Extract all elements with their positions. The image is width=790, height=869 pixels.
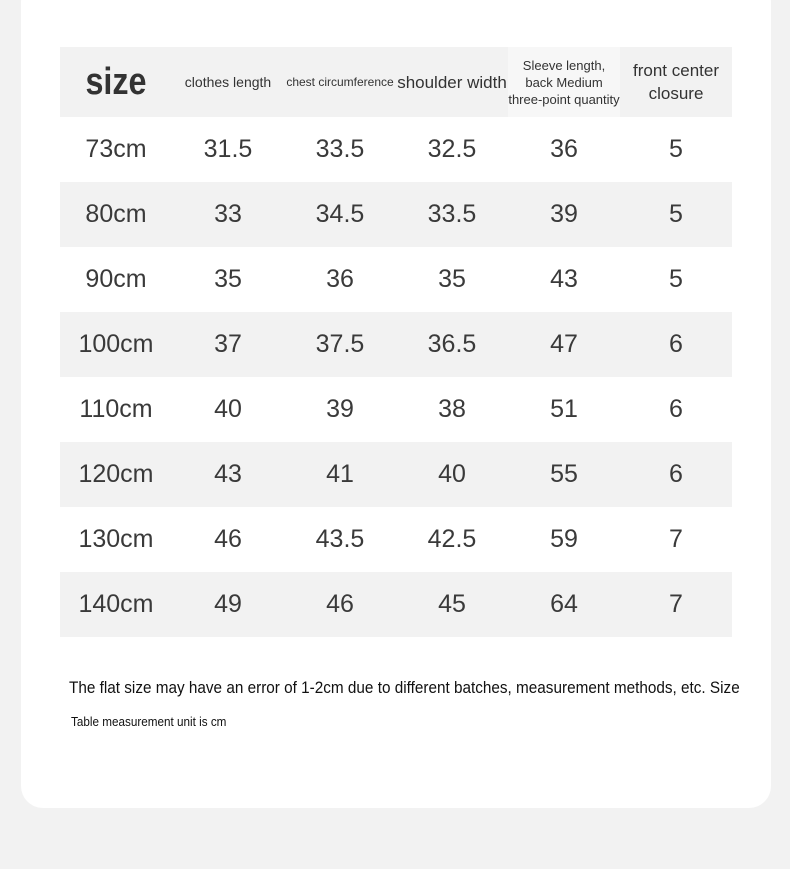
cell-chest: 39 <box>326 395 354 423</box>
table-header-row <box>60 47 732 117</box>
table-row <box>60 312 732 377</box>
cell-size: 80cm <box>85 200 147 228</box>
cell-sleeve: 55 <box>550 460 578 488</box>
cell-chest: 43.5 <box>315 525 365 553</box>
cell-clothes-length: 40 <box>214 395 242 423</box>
cell-sleeve: 39 <box>550 200 578 228</box>
table-row <box>60 442 732 507</box>
cell-chest: 34.5 <box>315 200 365 228</box>
cell-shoulder: 35 <box>438 265 466 293</box>
cell-clothes-length: 49 <box>214 590 242 618</box>
cell-closure: 6 <box>669 460 683 488</box>
header-size: size <box>85 60 147 103</box>
table-row <box>60 377 732 442</box>
unit-note: Table measurement unit is cm <box>71 714 227 729</box>
cell-clothes-length: 46 <box>214 525 242 553</box>
cell-shoulder: 32.5 <box>427 135 477 163</box>
cell-closure: 6 <box>669 330 683 358</box>
cell-sleeve: 59 <box>550 525 578 553</box>
cell-clothes-length: 35 <box>214 265 242 293</box>
size-chart-table <box>60 47 732 637</box>
cell-closure: 7 <box>669 590 683 618</box>
table-row <box>60 117 732 182</box>
cell-sleeve: 47 <box>550 330 578 358</box>
header-shoulder-width: shoulder width <box>397 72 507 92</box>
cell-shoulder: 36.5 <box>427 330 477 358</box>
cell-size: 120cm <box>78 460 154 488</box>
cell-chest: 46 <box>326 590 354 618</box>
cell-closure: 5 <box>669 265 683 293</box>
cell-sleeve: 51 <box>550 395 578 423</box>
cell-closure: 5 <box>669 135 683 163</box>
cell-sleeve: 36 <box>550 135 578 163</box>
cell-size: 73cm <box>85 135 147 163</box>
cell-chest: 36 <box>326 265 354 293</box>
cell-shoulder: 45 <box>438 590 466 618</box>
cell-sleeve: 64 <box>550 590 578 618</box>
cell-clothes-length: 31.5 <box>203 135 253 163</box>
header-clothes-length: clothes length <box>184 73 272 90</box>
header-front-center-closure: front center closure <box>633 61 719 103</box>
cell-size: 100cm <box>78 330 154 358</box>
size-chart-card <box>21 0 771 808</box>
header-chest-circumference: chest circumference <box>286 74 394 89</box>
cell-size: 110cm <box>79 395 153 423</box>
cell-size: 130cm <box>78 525 154 553</box>
cell-size: 90cm <box>85 265 147 293</box>
cell-size: 140cm <box>78 590 154 618</box>
measurement-note: The flat size may have an error of 1-2cm due to different batches, measurement methods, etc. Size <box>69 678 740 697</box>
cell-clothes-length: 33 <box>214 200 242 228</box>
header-sleeve-length: Sleeve length, back Medium three-point quantity <box>508 47 620 117</box>
cell-shoulder: 38 <box>438 395 466 423</box>
cell-shoulder: 33.5 <box>427 200 477 228</box>
cell-chest: 37.5 <box>315 330 365 358</box>
cell-closure: 7 <box>669 525 683 553</box>
table-row <box>60 572 732 637</box>
cell-shoulder: 42.5 <box>427 525 477 553</box>
table-row <box>60 507 732 572</box>
cell-chest: 41 <box>326 460 354 488</box>
cell-chest: 33.5 <box>315 135 365 163</box>
table-row <box>60 182 732 247</box>
cell-closure: 5 <box>669 200 683 228</box>
cell-clothes-length: 43 <box>214 460 242 488</box>
cell-shoulder: 40 <box>438 460 466 488</box>
cell-closure: 6 <box>669 395 683 423</box>
cell-sleeve: 43 <box>550 265 578 293</box>
cell-clothes-length: 37 <box>214 330 242 358</box>
table-row <box>60 247 732 312</box>
